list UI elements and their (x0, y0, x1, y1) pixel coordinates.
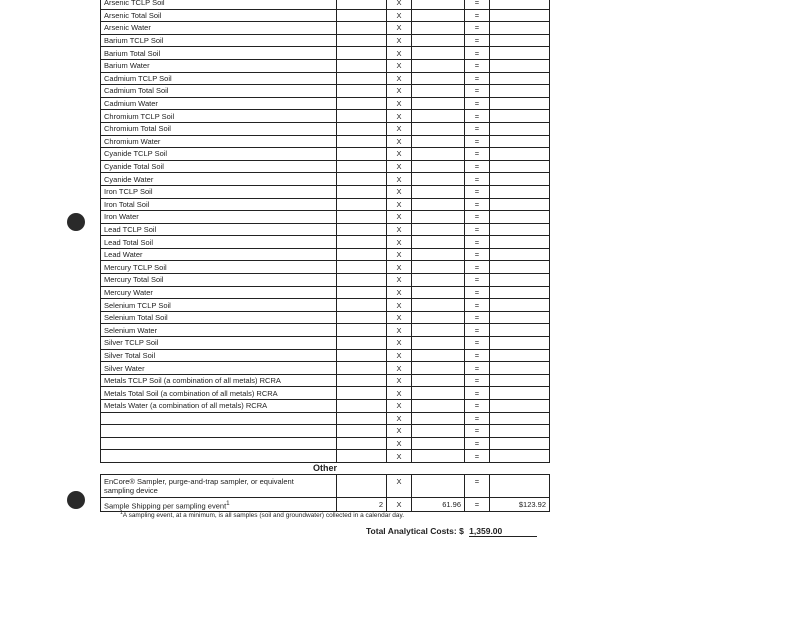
row-description: Chromium TCLP Soil (101, 110, 337, 123)
table-row (101, 47, 550, 60)
table-row (101, 374, 550, 387)
row-description: Arsenic Total Soil (101, 9, 337, 22)
row-x: X (387, 173, 412, 186)
row-x: X (387, 248, 412, 261)
row-description: Arsenic TCLP Soil (101, 0, 337, 9)
row-price (412, 160, 465, 173)
row-x: X (387, 148, 412, 161)
row-x: X (387, 9, 412, 22)
row-total (490, 425, 550, 438)
row-x: X (387, 211, 412, 224)
table-row (101, 450, 550, 463)
table-row (101, 72, 550, 85)
row-description: Lead Total Soil (101, 236, 337, 249)
row-price (412, 299, 465, 312)
table-row (101, 59, 550, 72)
row-eq: = (465, 135, 490, 148)
row-price (412, 0, 465, 9)
row-price (412, 374, 465, 387)
row-eq: = (465, 47, 490, 60)
row-x: X (387, 374, 412, 387)
encore-qty (337, 474, 387, 497)
row-description (101, 437, 337, 450)
shipping-label: Sample Shipping per sampling event (104, 501, 227, 511)
row-eq: = (465, 34, 490, 47)
row-price (412, 261, 465, 274)
encore-total (490, 474, 550, 497)
row-description: Chromium Total Soil (101, 122, 337, 135)
row-eq: = (465, 9, 490, 22)
row-total (490, 97, 550, 110)
row-qty (337, 400, 387, 413)
shipping-total: $123.92 (490, 497, 550, 512)
table-row (101, 299, 550, 312)
row-price (412, 412, 465, 425)
row-x: X (387, 236, 412, 249)
table-row (101, 34, 550, 47)
table-row (101, 324, 550, 337)
table-row (101, 110, 550, 123)
row-eq: = (465, 223, 490, 236)
row-description: Selenium TCLP Soil (101, 299, 337, 312)
row-qty (337, 450, 387, 463)
row-price (412, 236, 465, 249)
row-total (490, 160, 550, 173)
row-eq: = (465, 173, 490, 186)
row-eq: = (465, 374, 490, 387)
row-eq: = (465, 311, 490, 324)
row-description: Metals Water (a combination of all metals) RCRA (101, 400, 337, 413)
row-description (101, 412, 337, 425)
row-total (490, 110, 550, 123)
shipping-qty: 2 (337, 497, 387, 512)
row-qty (337, 122, 387, 135)
table-row (101, 261, 550, 274)
row-qty (337, 286, 387, 299)
row-price (412, 59, 465, 72)
row-qty (337, 374, 387, 387)
row-description: Silver Total Soil (101, 349, 337, 362)
row-description: Mercury TCLP Soil (101, 261, 337, 274)
row-price (412, 437, 465, 450)
row-eq: = (465, 59, 490, 72)
row-eq: = (465, 148, 490, 161)
encore-line1: EnCore® Sampler, purge-and-trap sampler, or equivalent (104, 476, 294, 486)
row-price (412, 425, 465, 438)
row-total (490, 85, 550, 98)
row-price (412, 387, 465, 400)
row-total (490, 185, 550, 198)
row-x: X (387, 261, 412, 274)
total-analytical-costs (366, 526, 537, 537)
table-row (101, 22, 550, 35)
footnote (120, 510, 404, 519)
row-x: X (387, 72, 412, 85)
row-description: Iron TCLP Soil (101, 185, 337, 198)
row-qty (337, 236, 387, 249)
row-qty (337, 211, 387, 224)
row-eq: = (465, 324, 490, 337)
row-eq: = (465, 387, 490, 400)
total-label: Total Analytical Costs: (366, 526, 457, 536)
row-qty (337, 261, 387, 274)
row-x: X (387, 135, 412, 148)
row-total (490, 22, 550, 35)
table-row (101, 173, 550, 186)
row-total (490, 72, 550, 85)
row-qty (337, 110, 387, 123)
table-row (101, 97, 550, 110)
row-price (412, 324, 465, 337)
row-price (412, 173, 465, 186)
row-eq: = (465, 110, 490, 123)
row-qty (337, 425, 387, 438)
other-header: Other (101, 462, 550, 474)
row-price (412, 274, 465, 287)
row-eq: = (465, 286, 490, 299)
row-total (490, 324, 550, 337)
table-row (101, 425, 550, 438)
encore-x: X (387, 474, 412, 497)
shipping-footnote-mark: 1 (226, 499, 230, 507)
row-total (490, 437, 550, 450)
row-qty (337, 135, 387, 148)
row-total (490, 400, 550, 413)
row-price (412, 450, 465, 463)
row-description: Selenium Water (101, 324, 337, 337)
table-row (101, 148, 550, 161)
table-row (101, 311, 550, 324)
table-row (101, 160, 550, 173)
row-price (412, 22, 465, 35)
row-x: X (387, 337, 412, 350)
row-x: X (387, 311, 412, 324)
table-row (101, 274, 550, 287)
row-eq: = (465, 0, 490, 9)
row-x: X (387, 97, 412, 110)
row-description: Silver TCLP Soil (101, 337, 337, 350)
table-row (101, 236, 550, 249)
row-total (490, 349, 550, 362)
row-eq: = (465, 362, 490, 375)
shipping-price: 61.96 (412, 497, 465, 512)
row-total (490, 135, 550, 148)
row-description: Metals Total Soil (a combination of all metals) RCRA (101, 387, 337, 400)
row-total (490, 47, 550, 60)
row-total (490, 236, 550, 249)
table-row (101, 412, 550, 425)
row-x: X (387, 437, 412, 450)
row-qty (337, 337, 387, 350)
row-eq: = (465, 122, 490, 135)
row-qty (337, 72, 387, 85)
row-total (490, 412, 550, 425)
row-total (490, 9, 550, 22)
row-eq: = (465, 236, 490, 249)
row-qty (337, 47, 387, 60)
shipping-eq: = (465, 497, 490, 512)
row-description: Arsenic Water (101, 22, 337, 35)
row-qty (337, 185, 387, 198)
row-qty (337, 34, 387, 47)
row-total (490, 337, 550, 350)
row-description: Cadmium Water (101, 97, 337, 110)
row-qty (337, 22, 387, 35)
row-qty (337, 387, 387, 400)
row-x: X (387, 299, 412, 312)
footnote-mark: 1 (120, 510, 123, 516)
row-description: Barium Total Soil (101, 47, 337, 60)
row-qty (337, 311, 387, 324)
row-total (490, 299, 550, 312)
row-x: X (387, 324, 412, 337)
row-x: X (387, 198, 412, 211)
cost-table-body (101, 0, 550, 462)
row-qty (337, 412, 387, 425)
row-description: Selenium Total Soil (101, 311, 337, 324)
row-description: Silver Water (101, 362, 337, 375)
row-total (490, 286, 550, 299)
analytical-cost-table (100, 0, 550, 512)
row-qty (337, 324, 387, 337)
row-total (490, 274, 550, 287)
row-price (412, 72, 465, 85)
row-price (412, 311, 465, 324)
row-price (412, 223, 465, 236)
row-eq: = (465, 450, 490, 463)
row-eq: = (465, 349, 490, 362)
table-row (101, 211, 550, 224)
row-x: X (387, 286, 412, 299)
other-header-row (101, 462, 550, 474)
row-qty (337, 160, 387, 173)
encore-row (101, 474, 550, 497)
row-total (490, 387, 550, 400)
row-eq: = (465, 198, 490, 211)
row-price (412, 286, 465, 299)
row-eq: = (465, 274, 490, 287)
row-price (412, 337, 465, 350)
row-eq: = (465, 261, 490, 274)
row-total (490, 59, 550, 72)
row-x: X (387, 412, 412, 425)
row-qty (337, 198, 387, 211)
row-x: X (387, 425, 412, 438)
table-row (101, 198, 550, 211)
row-qty (337, 274, 387, 287)
row-price (412, 198, 465, 211)
row-x: X (387, 450, 412, 463)
row-total (490, 450, 550, 463)
row-total (490, 223, 550, 236)
row-eq: = (465, 211, 490, 224)
row-description: Cadmium Total Soil (101, 85, 337, 98)
table-row (101, 9, 550, 22)
table-row (101, 223, 550, 236)
row-qty (337, 437, 387, 450)
row-x: X (387, 59, 412, 72)
table-row (101, 437, 550, 450)
row-price (412, 97, 465, 110)
encore-price (412, 474, 465, 497)
row-description: Lead TCLP Soil (101, 223, 337, 236)
other-section (101, 462, 550, 512)
row-total (490, 374, 550, 387)
row-x: X (387, 0, 412, 9)
row-qty (337, 9, 387, 22)
row-x: X (387, 387, 412, 400)
row-description: Cadmium TCLP Soil (101, 72, 337, 85)
row-qty (337, 59, 387, 72)
row-total (490, 198, 550, 211)
row-qty (337, 362, 387, 375)
footnote-text: A sampling event, at a minimum, is all samples (soil and groundwater) collected in a calendar day. (122, 512, 405, 520)
table-row (101, 122, 550, 135)
row-description: Mercury Total Soil (101, 274, 337, 287)
row-total (490, 362, 550, 375)
row-total (490, 311, 550, 324)
row-eq: = (465, 299, 490, 312)
row-description: Cyanide Water (101, 173, 337, 186)
row-qty (337, 85, 387, 98)
row-eq: = (465, 248, 490, 261)
row-qty (337, 97, 387, 110)
row-total (490, 261, 550, 274)
row-x: X (387, 160, 412, 173)
table-row (101, 85, 550, 98)
row-description (101, 425, 337, 438)
row-qty (337, 173, 387, 186)
row-price (412, 248, 465, 261)
total-amount: 1,359.00 (469, 526, 537, 537)
row-qty (337, 148, 387, 161)
table-row (101, 286, 550, 299)
row-x: X (387, 400, 412, 413)
row-total (490, 248, 550, 261)
table-row (101, 400, 550, 413)
row-description: Lead Water (101, 248, 337, 261)
row-price (412, 47, 465, 60)
row-price (412, 9, 465, 22)
shipping-x: X (387, 497, 412, 512)
row-description: Mercury Water (101, 286, 337, 299)
row-description: Barium Water (101, 59, 337, 72)
row-eq: = (465, 85, 490, 98)
table-row (101, 387, 550, 400)
row-eq: = (465, 72, 490, 85)
row-eq: = (465, 425, 490, 438)
row-qty (337, 349, 387, 362)
row-price (412, 85, 465, 98)
row-eq: = (465, 400, 490, 413)
row-price (412, 135, 465, 148)
row-price (412, 110, 465, 123)
row-description: Chromium Water (101, 135, 337, 148)
row-x: X (387, 185, 412, 198)
row-price (412, 122, 465, 135)
row-description: Iron Total Soil (101, 198, 337, 211)
table-row (101, 362, 550, 375)
row-price (412, 211, 465, 224)
row-description: Cyanide Total Soil (101, 160, 337, 173)
row-qty (337, 299, 387, 312)
row-eq: = (465, 97, 490, 110)
row-eq: = (465, 160, 490, 173)
row-total (490, 122, 550, 135)
row-price (412, 349, 465, 362)
row-x: X (387, 122, 412, 135)
row-qty (337, 223, 387, 236)
binder-hole-bottom (67, 491, 85, 509)
table-row (101, 135, 550, 148)
row-total (490, 173, 550, 186)
row-price (412, 362, 465, 375)
table-row (101, 248, 550, 261)
row-eq: = (465, 185, 490, 198)
row-x: X (387, 110, 412, 123)
table-row (101, 0, 550, 9)
row-x: X (387, 349, 412, 362)
row-price (412, 34, 465, 47)
row-description: Metals TCLP Soil (a combination of all metals) RCRA (101, 374, 337, 387)
table-row (101, 349, 550, 362)
row-total (490, 0, 550, 9)
row-description: Cyanide TCLP Soil (101, 148, 337, 161)
row-total (490, 148, 550, 161)
row-qty (337, 248, 387, 261)
encore-eq: = (465, 474, 490, 497)
table-row (101, 337, 550, 350)
row-eq: = (465, 337, 490, 350)
row-total (490, 34, 550, 47)
row-x: X (387, 223, 412, 236)
row-eq: = (465, 412, 490, 425)
table-row (101, 185, 550, 198)
row-x: X (387, 85, 412, 98)
row-description: Iron Water (101, 211, 337, 224)
row-eq: = (465, 22, 490, 35)
row-total (490, 211, 550, 224)
total-currency: $ (459, 526, 464, 536)
row-x: X (387, 22, 412, 35)
row-price (412, 400, 465, 413)
row-x: X (387, 47, 412, 60)
row-x: X (387, 34, 412, 47)
encore-line2: sampling device (104, 485, 158, 495)
row-qty (337, 0, 387, 9)
row-description: Barium TCLP Soil (101, 34, 337, 47)
row-price (412, 185, 465, 198)
binder-hole-top (67, 213, 85, 231)
row-x: X (387, 362, 412, 375)
row-price (412, 148, 465, 161)
row-x: X (387, 274, 412, 287)
row-description (101, 450, 337, 463)
row-eq: = (465, 437, 490, 450)
encore-description (101, 474, 337, 497)
